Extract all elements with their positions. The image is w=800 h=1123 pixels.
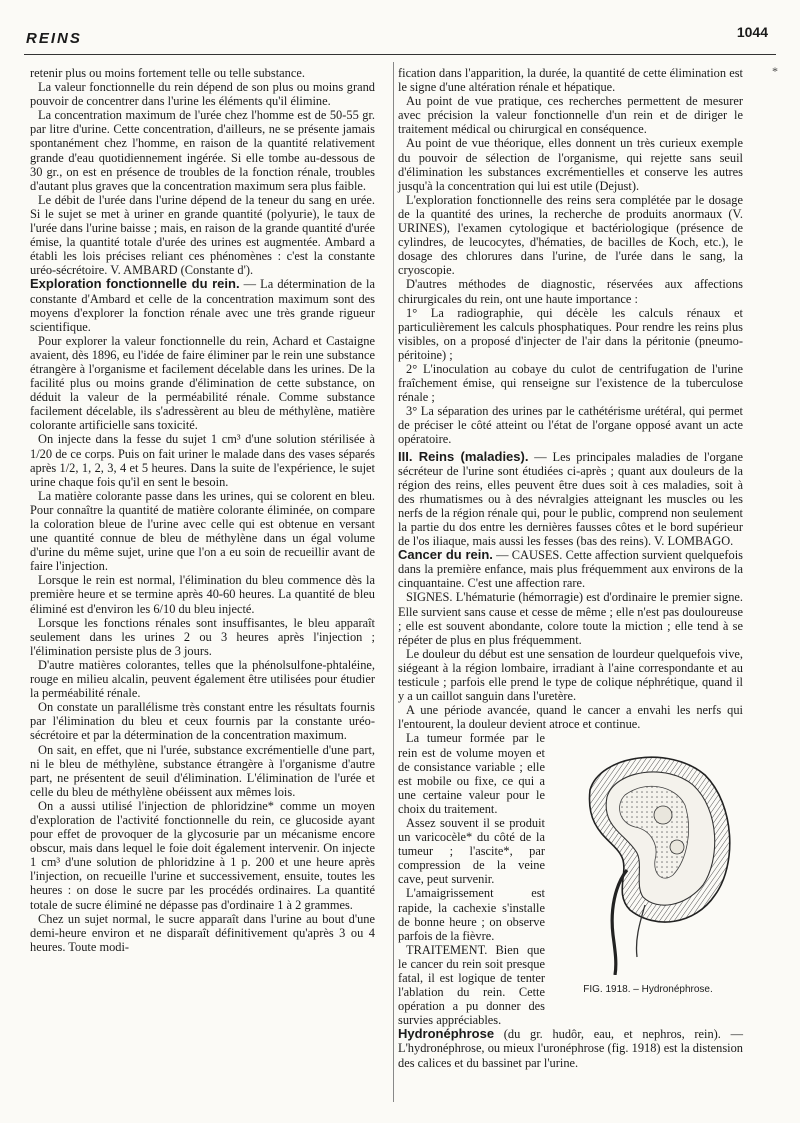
- paragraph: Pour explorer la valeur fonctionnelle du rein, Achard et Castaigne avaient, dès 1896, eu l'idée de faire éliminer par le rein une substance étrangère à l'organisme et facilement décelable dans les urines. De la facilité plus ou moins grande d'élimination de cette substance, on déduit la valeur de la perméabilité rénale. Comme substance facilement décelable, ils s'adressèrent au bleu de méthylène, matière colorante artificielle sans toxicité.: [30, 333, 375, 433]
- paragraph: TRAITEMENT. Bien que le cancer du rein soit presque fatal, il est logique de tenter l'ablation du rein. Cette opération a pu donner des survies appréciables.: [398, 942, 545, 1028]
- paragraph: fication dans l'apparition, la durée, la quantité de cette élimination est le signe d'une altération rénale et hépatique.: [398, 66, 743, 95]
- paragraph: SIGNES. L'hématurie (hémorragie) est d'ordinaire le premier signe. Elle survient sans cause et cesse de même ; elle n'est pas douloureuse ; elle est souvent abondante, colore toute la miction ; elle tend à se répéter de plus en plus fréquemment.: [398, 590, 743, 647]
- section-exploration: [30, 277, 375, 333]
- section-text: — La détermination de la constante d'Ambard et celle de la concentration maximum sont des moyens d'explorer la fonction rénale avec une très grande rigueur scientifique.: [30, 277, 375, 334]
- paragraph: L'exploration fonctionnelle des reins sera complétée par le dosage de la quantité des urines, la recherche de produits anormaux (V. URINES), l'examen cytologique et bactériologique (présence de cylindres, de leucocytes, d'hématies, de bacilles de Koch, etc.), le dosage des chlorures dans l'urine, de l'urée dans le sang, la cryoscopie.: [398, 192, 743, 278]
- figure-caption: FIG. 1918. – Hydronéphrose.: [583, 984, 713, 996]
- paragraph: La concentration maximum de l'urée chez l'homme est de 50-55 gr. par litre d'urine. Cette concentration, d'ailleurs, ne se présente jamais spontanément chez l'homme, en raison de la quantité relativement grande d'eau quotidiennement ingérée. Si elle tombe au-dessous de 30 gr., on est en présence de troubles de la fonction rénale, troubles d'autant plus graves que la concentration maximum sera plus faible.: [30, 108, 375, 193]
- paragraph: Chez un sujet normal, le sucre apparaît dans l'urine au bout d'une demi-heure environ et ne disparaît définitivement qu'après 3 ou 4 heures. Toute modi-: [30, 911, 375, 954]
- paragraph: 2° L'inoculation au cobaye du culot de centrifugation de l'urine fraîchement émise, qui renseigne sur l'existence de la tuberculose rénale ;: [398, 361, 743, 405]
- paragraph: Lorsque les fonctions rénales sont insuffisantes, le bleu apparaît seulement dans les urines 2 ou 3 heures après l'injection ; l'élimination persiste plus de 3 jours.: [30, 615, 375, 658]
- left-column: [30, 66, 375, 954]
- paragraph: Au point de vue théorique, elles donnent un très curieux exemple du pouvoir de sélection de l'organisme, qui rejette sans seuil d'élimination les substances excrémentielles et conserve les autres jusqu'à la concentration qui lui est utile (Dejust).: [398, 136, 743, 193]
- paragraph: Le douleur du début est une sensation de lourdeur quelquefois vive, siégeant à la région lombaire, irradiant à l'aine correspondante et au testicule ; parfois elle prend le type de colique néphrétique, quand il y a un caillot sanguin dans l'uretère.: [398, 646, 743, 704]
- paragraph: Au point de vue pratique, ces recherches permettent de mesurer avec précision la valeur fonctionnelle d'un rein et de diriger le traitement médical ou chirurgical en conséquence.: [398, 94, 743, 137]
- paragraph: L'amaigrissement est rapide, la cachexie s'installe de bonne heure ; on observe parfois de la fièvre.: [398, 886, 545, 943]
- paragraph: On constate un parallélisme très constant entre les résultats fournis par l'élimination du bleu et ceux fournis par la constante uréo-sécrétoire et par la détermination de la concentration maximum.: [30, 700, 375, 743]
- paragraph: On a aussi utilisé l'injection de phloridzine* comme un moyen d'exploration de l'activité fonctionnelle du rein, ce glucoside ayant pour effet de provoquer de la glycosurie par un mécanisme encore obscur, mais dans lequel le foie doit également intervenir. On injecte 1 cm³ d'une solution de phloridzine à 1 p. 200 et une heure après l'injection, on recueille l'urine et successivement, ensuite, toutes les heures : on dose le sucre par les procédés ordinaires. La quantité totale de sucre éliminé ne dépasse pas d'ordinaire 1 à 2 grammes.: [30, 798, 375, 912]
- section-text: — Les principales maladies de l'organe sécréteur de l'urine sont étudiées ci-après ; quant aux douleurs de la région des reins, elles peuvent être dues soit à ces maladies, soit à des rhumatismes ou à des névralgies atteignant les muscles ou les nerfs de la région rénale qui, pour le public, comprend non seulement la partie du dos entre les dernières fausses côtes et le bord supérieur de l'os iliaque, mais aussi les fesses (bas des reins). V. LOMBAGO.: [398, 449, 743, 549]
- paragraph: D'autre matières colorantes, telles que la phénolsulfone-phtaléine, rouge en milieu alcalin, peuvent également être utilisées pour étudier la perméabilité rénale.: [30, 657, 375, 701]
- paragraph: Lorsque le rein est normal, l'élimination du bleu commence dès la première heure et se termine après 40-60 heures. La quantité de bleu éliminé est d'environ les 6/10 du bleu injecté.: [30, 573, 375, 616]
- column-divider: [393, 62, 394, 1102]
- section-heading: III. Reins (maladies).: [398, 448, 529, 464]
- paragraph: Assez souvent il se produit un varicocèle* du côté de la tumeur ; l'ascite*, par compression de la veine cave, peut survenir.: [398, 815, 545, 887]
- paragraph: La valeur fonctionnelle du rein dépend de son plus ou moins grand pouvoir de concentrer dans l'urine les éléments qu'il élimine.: [30, 80, 375, 109]
- running-head: [26, 24, 768, 52]
- paragraph: La matière colorante passe dans les urines, qui se colorent en bleu. Pour connaître la quantité de matière colorante éliminée, on compare la coloration bleue de l'urine avec celle qui est obtenue en versant une quantité connue de bleu de méthylène dans un égal volume d'urine du même sujet, urine que l'on a eu soin de recueillir avant de faire l'injection.: [30, 488, 375, 574]
- paragraph: La tumeur formée par le rein est de volume moyen et de consistance variable ; elle est mobile ou fixe, ce qui a une certaine valeur pour le choix du traitement.: [398, 731, 545, 816]
- paragraph: A une période avancée, quand le cancer a envahi les nerfs qui l'entourent, la douleur devient atroce et continue.: [398, 703, 743, 732]
- section-cancer: [398, 548, 743, 590]
- kidney-illustration: [555, 735, 741, 975]
- page-number: 1044: [736, 24, 768, 40]
- paragraph: 1° La radiographie, qui décèle les calculs rénaux et particulièrement les calculs phosphatiques. Pour rendre les reins plus visibles, on a proposé d'injecter de l'air dans la péritonie (pneumo-péritoine) ;: [398, 305, 743, 362]
- section-text: (du gr. hudôr, eau, et nephros, rein). — L'hydronéphrose, ou mieux l'uronéphrose (fig. 1918) est la distension des calices et du bassinet par l'urine.: [398, 1027, 743, 1070]
- paragraph: On sait, en effet, que ni l'urée, substance excrémentielle d'une part, ni le bleu de méthylène, substance étrangère à l'organisme d'autre part, ne présentent de seuil d'élimination. L'élimination de l'urée et celle du bleu de méthylène obéissent aux mêmes lois.: [30, 742, 375, 799]
- running-title: REINS: [26, 30, 82, 47]
- section-hydronephrose: [398, 1027, 743, 1069]
- paragraph: Le débit de l'urée dans l'urine dépend de la teneur du sang en urée. Si le sujet se met à uriner en grande quantité (polyurie), le taux de l'urée dans l'urine baisse ; mais, en raison de la grande quantité d'urée émise, la quantité totale d'urée des urines est augmentée. Ambard a établi les lois précises reliant ces phénomènes : c'est la constante uréo-sécrétoire. V. AMBARD (Constante d').: [30, 192, 375, 278]
- section-text: — CAUSES. Cette affection survient quelquefois dans la première enfance, mais plus fréquemment aux environs de la cinquantaine. C'est une affection rare.: [398, 548, 744, 591]
- margin-mark: *: [772, 64, 778, 78]
- section-heading: Hydronéphrose: [398, 1026, 495, 1042]
- paragraph: 3° La séparation des urines par le cathétérisme urétéral, qui permet de préciser le côté atteint ou l'état de l'organe opposé avant un acte opératoire.: [398, 404, 743, 447]
- paragraph: On injecte dans la fesse du sujet 1 cm³ d'une solution stérilisée à 1/20 de ce corps. Puis on fait uriner le malade dans des vases séparés après 1/2, 1, 2, 3, 4 et 5 heures. Dans la suite de l'expérience, le sujet urine chaque fois qu'il en sent le besoin.: [30, 432, 375, 489]
- paragraph: retenir plus ou moins fortement telle ou telle substance.: [30, 66, 305, 80]
- header-rule: [24, 54, 776, 55]
- section-reins-maladies: [398, 450, 743, 549]
- section-heading: Cancer du rein.: [398, 547, 493, 563]
- right-column: [398, 66, 743, 1070]
- figure-hydronephrose: [553, 735, 743, 997]
- paragraph: D'autres méthodes de diagnostic, réservées aux affections chirurgicales du rein, ont une haute importance :: [398, 277, 743, 306]
- section-heading: Exploration fonctionnelle du rein.: [30, 276, 240, 292]
